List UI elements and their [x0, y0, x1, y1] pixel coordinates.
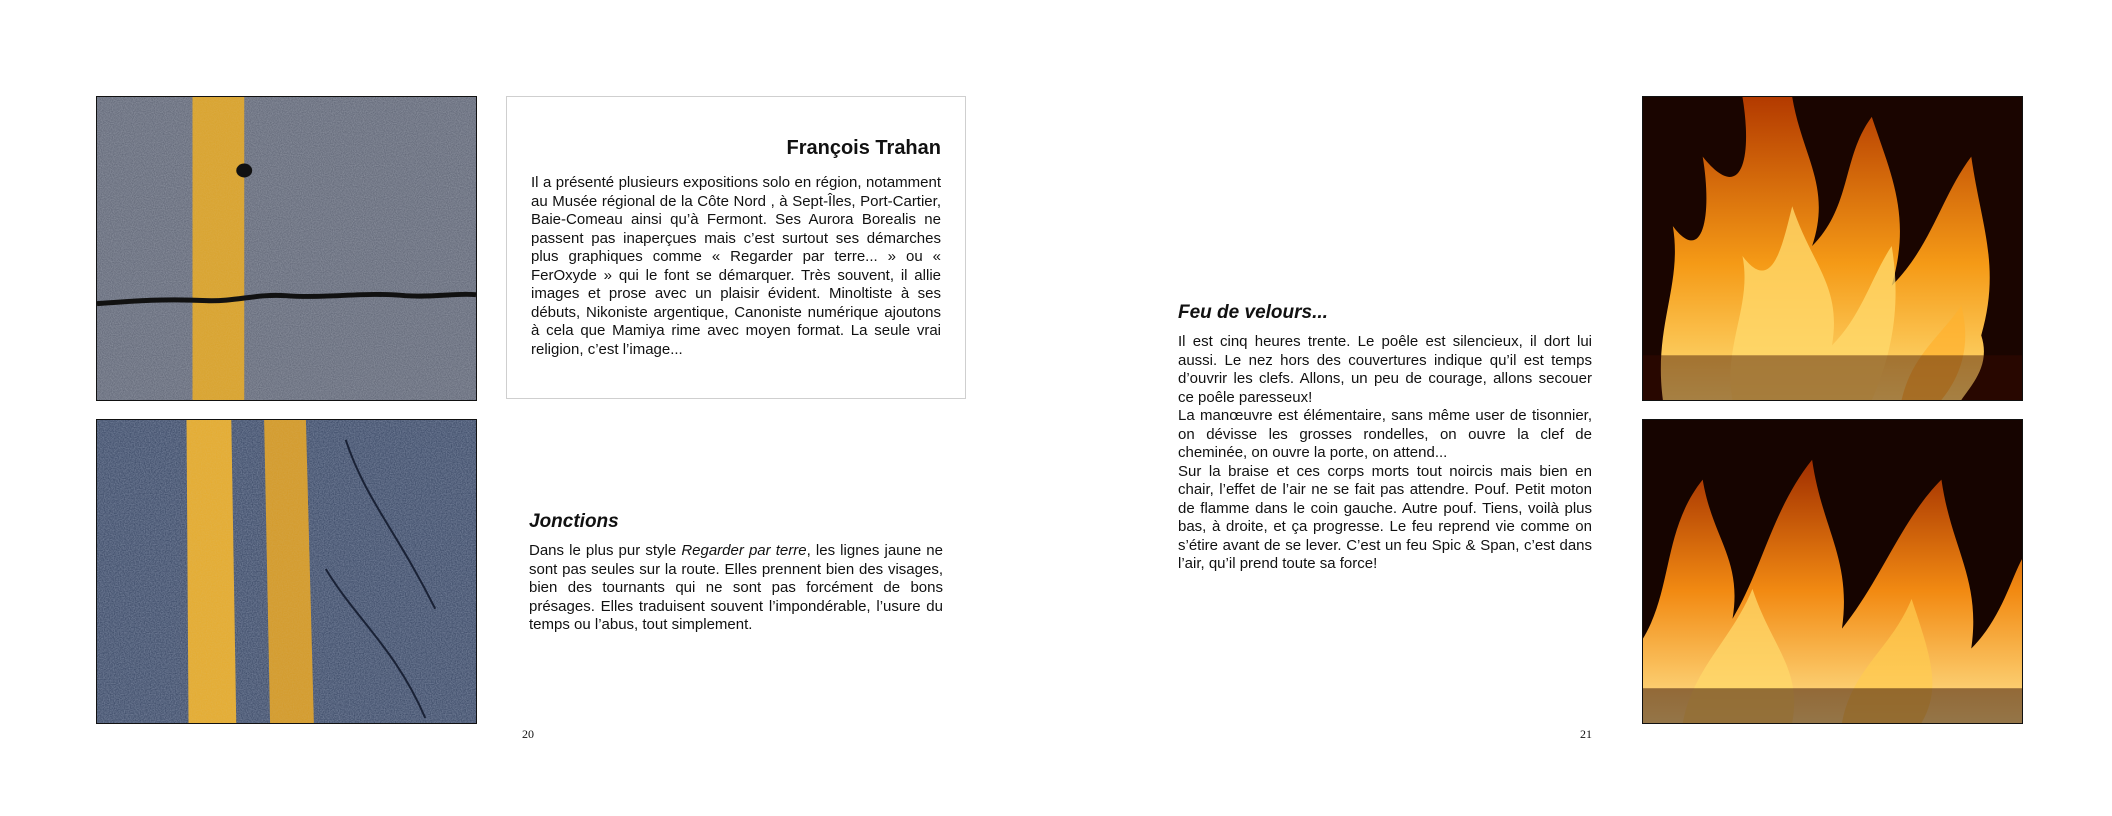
right-page	[1056, 0, 2112, 816]
flames-photo-1	[1642, 96, 2023, 401]
feu-paragraph-1: Il est cinq heures trente. Le poêle est silencieux, il dort lui aussi. Le nez hors des couvertures indique qu’il est temps d’ouvrir les clefs. Allons, un peu de courage, allons secouer ce poêle paresseux!	[1178, 333, 1592, 406]
jonctions-text-before: Dans le plus pur style	[529, 542, 682, 559]
jonctions-title: Jonctions	[529, 511, 619, 532]
jonctions-section	[529, 511, 943, 635]
feu-section	[1178, 302, 1592, 574]
feu-paragraph-2: La manœuvre est élémentaire, sans même user de tisonnier, on dévisse les grosses rondelles, on ouvre la clef de cheminée, on ouvre la porte, on attend...	[1178, 407, 1592, 461]
road-photo-1-graphic	[97, 97, 476, 400]
road-worn-yellow-lines-photo	[96, 419, 477, 724]
feu-title: Feu de velours...	[1178, 302, 1328, 323]
bio-title: François Trahan	[786, 137, 941, 159]
jonctions-text	[529, 542, 943, 635]
feu-paragraph-3: Sur la braise et ces corps morts tout noircis mais bien en chair, l’effet de l’air ne se fait pas attendre. Pouf. Petit moton de flamme dans le coin gauche. Autre pouf. Tiens, voilà plus bas, à droite, et ça progresse. Le feu reprend vie comme on s’étire avant de se lever. C’est un feu Spic & Span, c’est dans l’air, qu’il prend toute sa force!	[1178, 462, 1592, 572]
page-number-left: 20	[522, 727, 534, 741]
bio-box	[506, 96, 966, 399]
jonctions-text-italic: Regarder par terre	[681, 542, 807, 559]
jonctions-text-after: , les lignes jaune ne sont pas seules sur la route. Elles prennent bien des visages, bien des tournants qui ne sont pas forcément de bons présages. Elles traduisent souvent l’impondérable, l’usure du temps ou l’abus, tout simplement.	[529, 542, 943, 633]
road-yellow-line-crack-photo	[96, 96, 477, 401]
flames-photo-2	[1642, 419, 2023, 724]
road-photo-2-graphic	[97, 420, 476, 723]
page-number-right: 21	[1580, 727, 1592, 741]
bio-text: Il a présenté plusieurs expositions solo en région, notamment au Musée régional de la Côte Nord , à Sept-Îles, Port-Cartier, Baie-Comeau ainsi qu’à Fermont. Ses Aurora Borealis ne passent pas inaperçues mais c’est surtout ses démarches plus graphiques comme « Regarder par terre... » ou « FerOxyde » qui le font se démarquer. Très souvent, il allie images et prose avec un plaisir évident. Minoltiste à ses débuts, Nikoniste argentique, Canoniste numérique ajoutons à cela que Mamiya rime avec moyen format. La seule vrai religion, c’est l’image...	[531, 174, 941, 358]
flames-photo-1-graphic	[1643, 97, 2022, 400]
flames-photo-2-graphic	[1643, 420, 2022, 723]
